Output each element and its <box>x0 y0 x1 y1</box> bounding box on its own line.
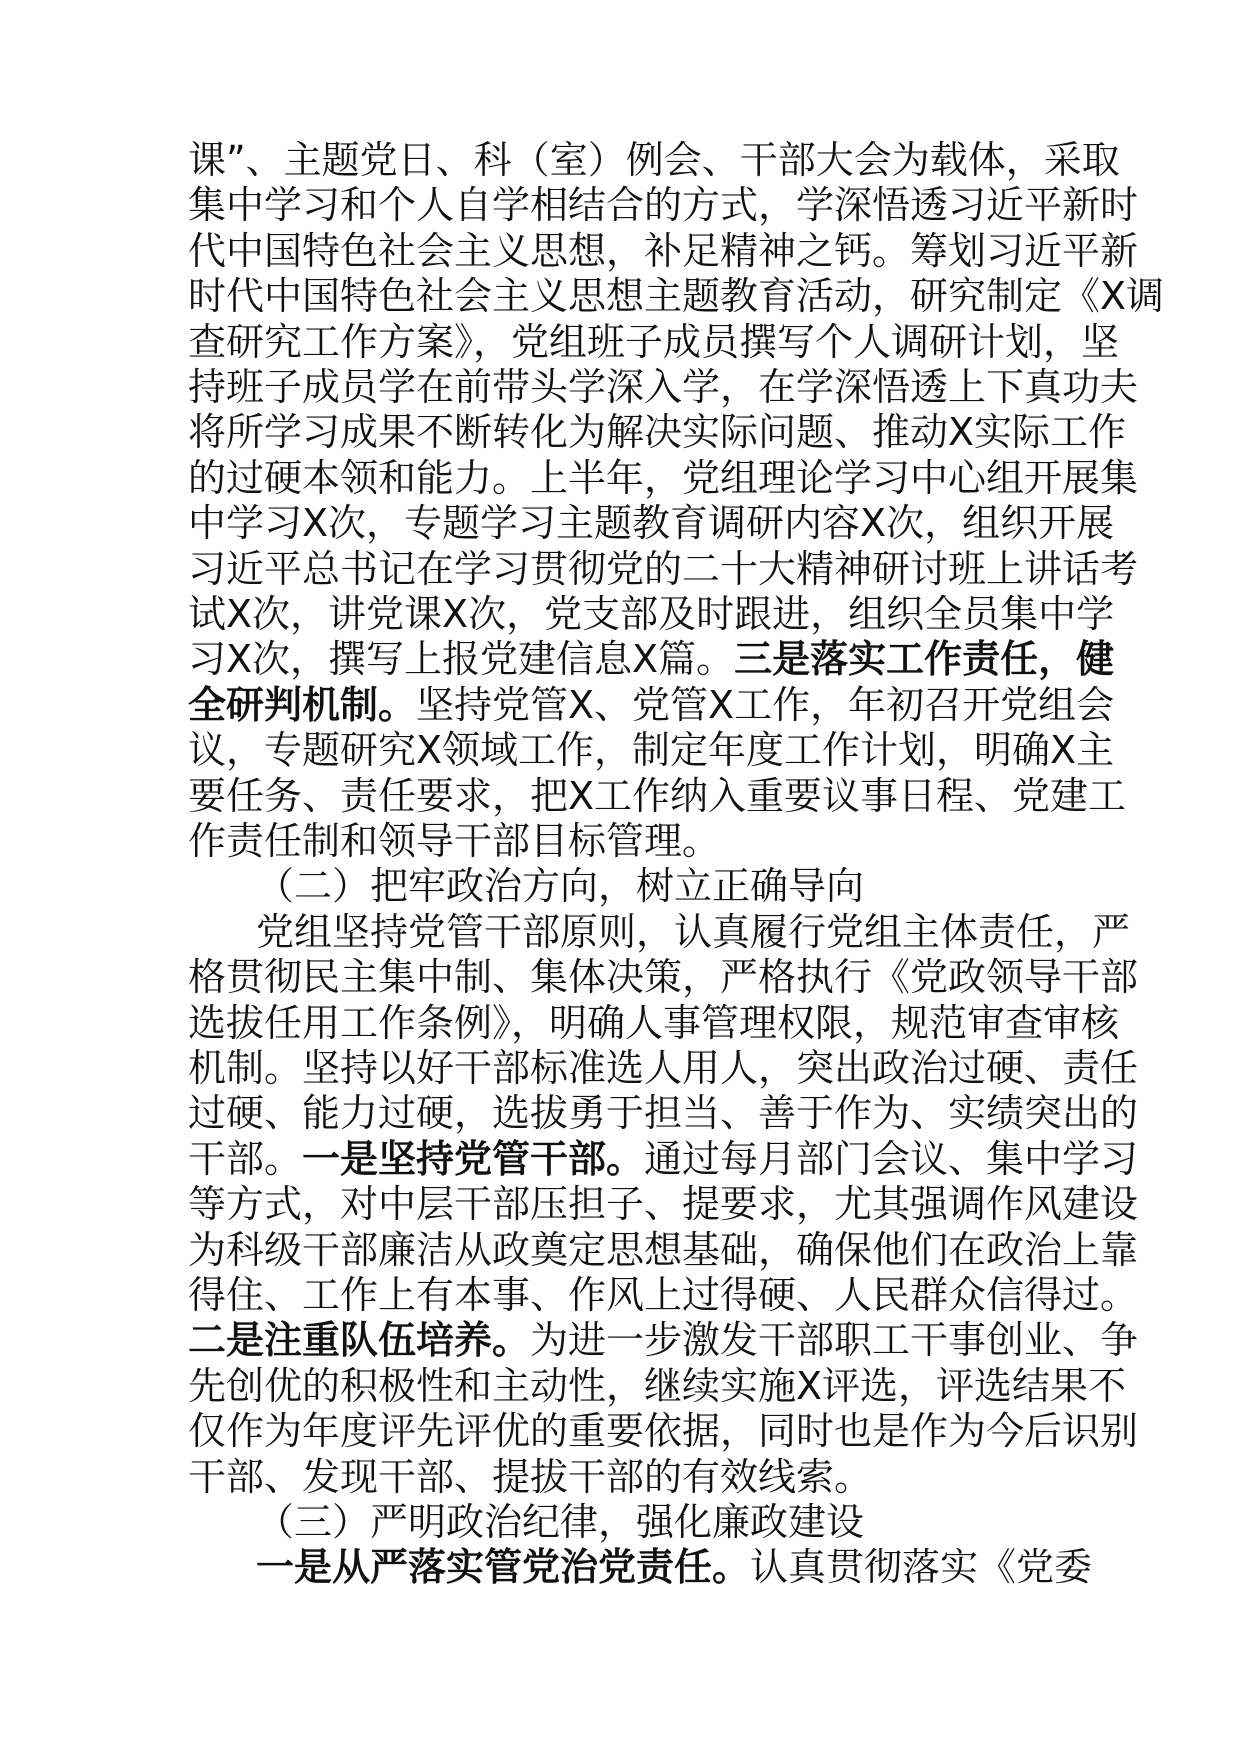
text-run: 通过每月部门会议、集中学习 <box>644 1136 1139 1181</box>
text-run: 习近平总书记在学习贯彻党的二十大精神研讨班上讲话考 <box>188 546 1139 591</box>
text-run: 时代中国特色社会主义思想主题教育活动，研究制定《X调 <box>188 274 1165 319</box>
text-run: 议，专题研究X领域工作，制定年度工作计划，明确X主 <box>188 728 1115 773</box>
text-run: 中学习X次，专题学习主题教育调研内容X次，组织开展 <box>188 501 1115 546</box>
text-line <box>188 1227 1139 1272</box>
text-line <box>188 365 1139 409</box>
text-run: 干部。 <box>188 1136 303 1181</box>
text-run: 得住、工作上有本事、作风上过得硬、人民群众信得过。 <box>188 1273 1139 1317</box>
text-run: 将所学习成果不断转化为解决实际问题、推动X实际工作 <box>188 410 1127 455</box>
text-run: 坚持党管X、党管X工作，年初召开党组会 <box>416 682 1115 727</box>
text-run: 机制。坚持以好干部标准选人用人，突出政治过硬、责任 <box>188 1046 1139 1090</box>
text-run: （二）把牢政治方向，树立正确导向 <box>256 864 865 909</box>
text-line <box>188 773 1127 818</box>
text-line <box>188 501 1115 546</box>
text-run: 为进一步激发干部职工干事创业、争 <box>530 1318 1139 1363</box>
text-run: 为科级干部廉洁从政奠定思想基础，确保他们在政治上靠 <box>188 1227 1139 1272</box>
text-run: 的过硬本领和能力。上半年，党组理论学习中心组开展集 <box>188 455 1139 500</box>
bold-run: 全研判机制。 <box>188 682 417 727</box>
text-run: 选拔任用工作条例》，明确人事管理权限，规范审查审核 <box>188 1000 1120 1045</box>
text-line <box>188 1000 1120 1045</box>
text-run: 过硬、能力过硬，选拔勇于担当、善于作为、实绩突出的 <box>188 1091 1139 1136</box>
bold-run: 二是注重队伍培养。 <box>188 1318 531 1363</box>
text-run: 习X次，撰写上报党建信息X篇。 <box>188 637 735 682</box>
text-line <box>188 183 1139 228</box>
text-line <box>188 1363 1127 1408</box>
text-line <box>188 728 1115 773</box>
text-line <box>188 138 1120 182</box>
text-line <box>188 455 1139 500</box>
text-line <box>256 1545 1093 1590</box>
text-run: 党组坚持党管干部原则，认真履行党组主体责任，严 <box>256 909 1131 954</box>
text-line <box>188 546 1139 591</box>
text-line <box>188 274 1165 319</box>
text-run: 等方式，对中层干部压担子、提要求，尤其强调作风建设 <box>188 1182 1139 1227</box>
text-line <box>188 1455 1054 1499</box>
text-run: 作责任制和领导干部目标管理。 <box>188 819 721 863</box>
text-line <box>188 1318 1139 1363</box>
text-run: 认真贯彻落实《党委 <box>750 1545 1093 1590</box>
text-run: 代中国特色社会主义思想，补足精神之钙。筹划习近平新 <box>188 228 1139 273</box>
text-line <box>188 1091 1139 1136</box>
text-line <box>188 1273 1139 1317</box>
text-line <box>256 909 1131 954</box>
text-line <box>256 864 1054 908</box>
text-line <box>188 682 1115 727</box>
text-line <box>188 1046 1139 1090</box>
text-line <box>256 1500 1054 1544</box>
text-run: 查研究工作方案》，党组班子成员撰写个人调研计划，坚 <box>188 319 1120 364</box>
text-run: 持班子成员学在前带头学深入学，在学深悟透上下真功夫 <box>188 365 1139 409</box>
text-run: 格贯彻民主集中制、集体决策，严格执行《党政领导干部 <box>188 955 1139 1000</box>
text-run: （三）严明政治纪律，强化廉政建设 <box>256 1500 865 1544</box>
text-line <box>188 637 1115 682</box>
text-line <box>188 228 1139 273</box>
text-run: 试X次，讲党课X次，党支部及时跟进，组织全员集中学 <box>188 592 1115 636</box>
text-line <box>188 955 1139 1000</box>
text-line <box>188 1409 1139 1454</box>
text-run: 仅作为年度评先评优的重要依据，同时也是作为今后识别 <box>188 1409 1139 1454</box>
bold-run: 三是落实工作责任，健 <box>734 637 1115 682</box>
text-run: 先创优的积极性和主动性，继续实施X评选，评选结果不 <box>188 1363 1127 1408</box>
bold-run: 一是坚持党管干部。 <box>302 1136 645 1181</box>
text-run: 干部、发现干部、提拔干部的有效线索。 <box>188 1454 873 1499</box>
text-line <box>188 410 1127 455</box>
text-line <box>188 592 1115 636</box>
text-line <box>188 1182 1139 1227</box>
text-line <box>188 1136 1139 1181</box>
text-line <box>188 319 1120 364</box>
text-run: 集中学习和个人自学相结合的方式，学深悟透习近平新时 <box>188 183 1139 228</box>
text-line <box>188 819 1054 863</box>
bold-run: 一是从严落实管党治党责任。 <box>256 1545 751 1590</box>
text-run: 要任务、责任要求，把X工作纳入重要议事日程、党建工 <box>188 773 1127 818</box>
text-run: 课”、主题党日、科（室）例会、干部大会为载体，采取 <box>188 138 1120 182</box>
